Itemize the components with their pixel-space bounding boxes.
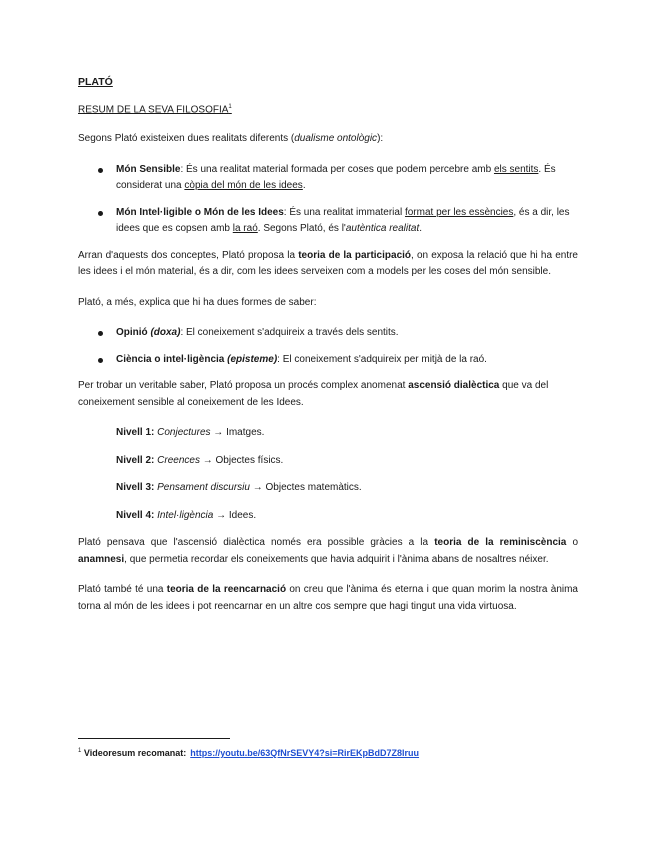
dialectic-paragraph: Per trobar un veritable saber, Plató proposa un procés complex anomenat ascensió dialèctica que va del coneixement sensible al coneixement de les Idees.: [78, 380, 549, 408]
bullet-icon: [98, 358, 103, 363]
knowledge-list: [78, 325, 578, 368]
arrow-icon: →: [213, 427, 224, 439]
knowledge-intro: Plató, a més, explica que hi ha dues formes de saber:: [78, 296, 317, 308]
list-item-ciencia: Ciència o intel·ligència (episteme): El coneixement s'adquireix per mitjà de la raó.: [78, 352, 578, 369]
document-body: [78, 76, 578, 615]
bullet-icon: [98, 168, 103, 173]
level-1: Nivell 1: Conjectures → Imatges.: [116, 427, 265, 439]
list-item-mon-intelligible: Món Intel·ligible o Món de les Idees: És una realitat immaterial format per les essències, és a dir, les idees que es copsen amb la raó. Segons Plató, és l'autèntica realitat.: [78, 205, 578, 238]
realities-list: [78, 162, 578, 238]
footnote-link[interactable]: https://youtu.be/63QfNrSEVY4?si=RirEKpBdD7Z8lruu: [190, 748, 420, 758]
level-4: Nivell 4: Intel·ligència → Idees.: [116, 509, 257, 521]
footnote-mark: 1: [78, 748, 82, 754]
page-title: PLATÓ: [78, 76, 113, 88]
bullet-icon: [98, 211, 103, 216]
list-item-opinio: Opinió (doxa): El coneixement s'adquireix a través dels sentits.: [78, 325, 578, 342]
intro-paragraph: Segons Plató existeixen dues realitats diferents (dualisme ontològic):: [78, 133, 384, 145]
level-3: Nivell 3: Pensament discursiu → Objectes matemàtics.: [116, 482, 362, 494]
subtitle-text: RESUM DE LA SEVA FILOSOFIA: [78, 104, 229, 116]
reminiscence-paragraph: Plató pensava que l'ascensió dialèctica només era possible gràcies a la teoria de la reminiscència o anamnesi, que permetia recordar els coneixements que havia adquirit i l'ànima abans de nosaltres néixer.: [78, 537, 579, 565]
arrow-icon: →: [216, 509, 227, 521]
level-2: Nivell 2: Creences → Objectes físics.: [116, 454, 284, 466]
arrow-icon: →: [202, 454, 213, 466]
reincarnation-paragraph: Plató també té una teoria de la reencarnació on creu que l'ànima és eterna i que quan morim la nostra ànima torna al món de les idees i pot reencarnar en un altre cos sempre que hagi tingut una vida virtuosa.: [78, 584, 578, 612]
bullet-icon: [98, 331, 103, 336]
list-item-mon-sensible: Món Sensible: És una realitat material formada per coses que podem percebre amb els sentits. És considerat una còpia del món de les idees.: [78, 162, 578, 195]
footnote-divider: [78, 738, 230, 739]
arrow-icon: →: [252, 482, 263, 494]
participation-paragraph: Arran d'aquests dos conceptes, Plató proposa la teoria de la participació, on exposa la relació que hi ha entre les idees i el món material, és a dir, com les idees serveixen com a models per les coses del món sensible.: [78, 249, 578, 278]
footnote-label: Videoresum recomanat:: [83, 748, 187, 758]
footnote: [78, 744, 419, 760]
page-subtitle: [78, 104, 578, 115]
subtitle-footnote-mark[interactable]: 1: [228, 104, 232, 110]
